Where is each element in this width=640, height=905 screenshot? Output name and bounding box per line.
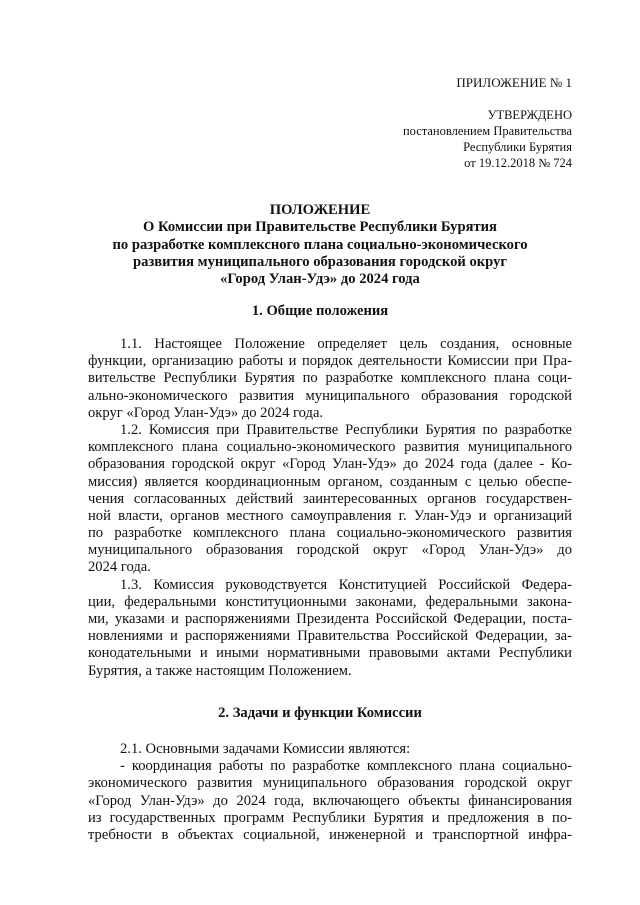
text-line: из государственных программ Республики Бурятия и предложения в по-: [88, 809, 572, 826]
text-line: вительстве Республики Бурятия по разработке комплексного плана соци-: [88, 370, 572, 387]
text-line: «Город Улан-Удэ» до 2024 года, включающего объекты финансирования: [88, 792, 572, 809]
text-line: 1.1. Настоящее Положение определяет цель создания, основные: [120, 336, 572, 352]
text-line: функции, организацию работы и порядок деятельности Комиссии при Пра-: [88, 353, 572, 370]
approval-line: от 19.12.2018 № 724: [464, 156, 572, 170]
title-line: ПОЛОЖЕНИЕ: [269, 202, 371, 218]
approval-line: УТВЕРЖДЕНО: [487, 108, 572, 122]
text-line: 1.3. Комиссия руководствуется Конституцией Российской Федера-: [120, 576, 572, 593]
section-heading-tasks: 2. Задачи и функции Комиссии: [218, 705, 422, 721]
approval-line: Республики Бурятия: [463, 140, 572, 154]
text-line: образования городской округ «Город Улан-Удэ» до 2024 года (далее - Ко-: [88, 456, 572, 473]
text-line: ально-экономического развития муниципального образования городской: [88, 387, 572, 404]
text-line: - координация работы по разработке комплексного плана социально-: [120, 758, 572, 775]
text-line: округ «Город Улан-Удэ» до 2024 года.: [88, 404, 324, 421]
text-line: требности в объектах социальной, инженерной и транспортной инфра-: [88, 826, 572, 843]
text-line: муниципального образования городской округ «Город Улан-Удэ» до: [88, 542, 572, 559]
title-line: «Город Улан-Удэ» до 2024 года: [220, 271, 420, 288]
text-line: 1.2. Комиссия при Правительстве Республики Бурятия по разработке: [120, 421, 572, 438]
title-line: О Комиссии при Правительстве Республики Бурятия: [143, 219, 497, 236]
approval-stamp: [403, 107, 572, 171]
appendix-label: ПРИЛОЖЕНИЕ № 1: [456, 75, 572, 90]
text-line: ми, указами и распоряжениями Президента Российской Федерации, поста-: [88, 611, 572, 627]
text-line: конодательными и иными нормативными правовыми актами Республики: [88, 645, 572, 662]
text-line: ции, федеральными конституционными законами, федеральными закона-: [88, 593, 572, 610]
text-line: миссия) является координационным органом, созданным с целью обеспе-: [88, 473, 572, 490]
text-line: экономического развития муниципального образования городской округ: [88, 775, 572, 792]
document-title: [60, 202, 580, 288]
text-line: чения согласованных действий заинтересованных органов государствен-: [88, 490, 572, 507]
text-line: Бурятия, а также настоящим Положением.: [88, 662, 352, 679]
text-line: ной власти, органов местного самоуправления г. Улан-Удэ и организаций: [88, 507, 572, 524]
text-line: 2.1. Основными задачами Комиссии являются:: [120, 741, 411, 757]
section-body-tasks: [88, 741, 572, 844]
text-line: комплексного плана социально-экономического развития муниципального: [88, 439, 572, 456]
section-body-general: [88, 336, 572, 680]
text-line: 2024 года.: [88, 559, 151, 576]
text-line: по разработке комплексного плана социально-экономического развития: [88, 525, 572, 542]
approval-line: постановлением Правительства: [402, 124, 572, 138]
title-line: развития муниципального образования городской округ: [132, 253, 507, 270]
text-line: новлениями и распоряжениями Правительства Российской Федерации, за-: [88, 628, 572, 645]
section-heading-general: 1. Общие положения: [251, 303, 389, 319]
title-line: по разработке комплексного плана социально-экономического: [112, 236, 528, 253]
